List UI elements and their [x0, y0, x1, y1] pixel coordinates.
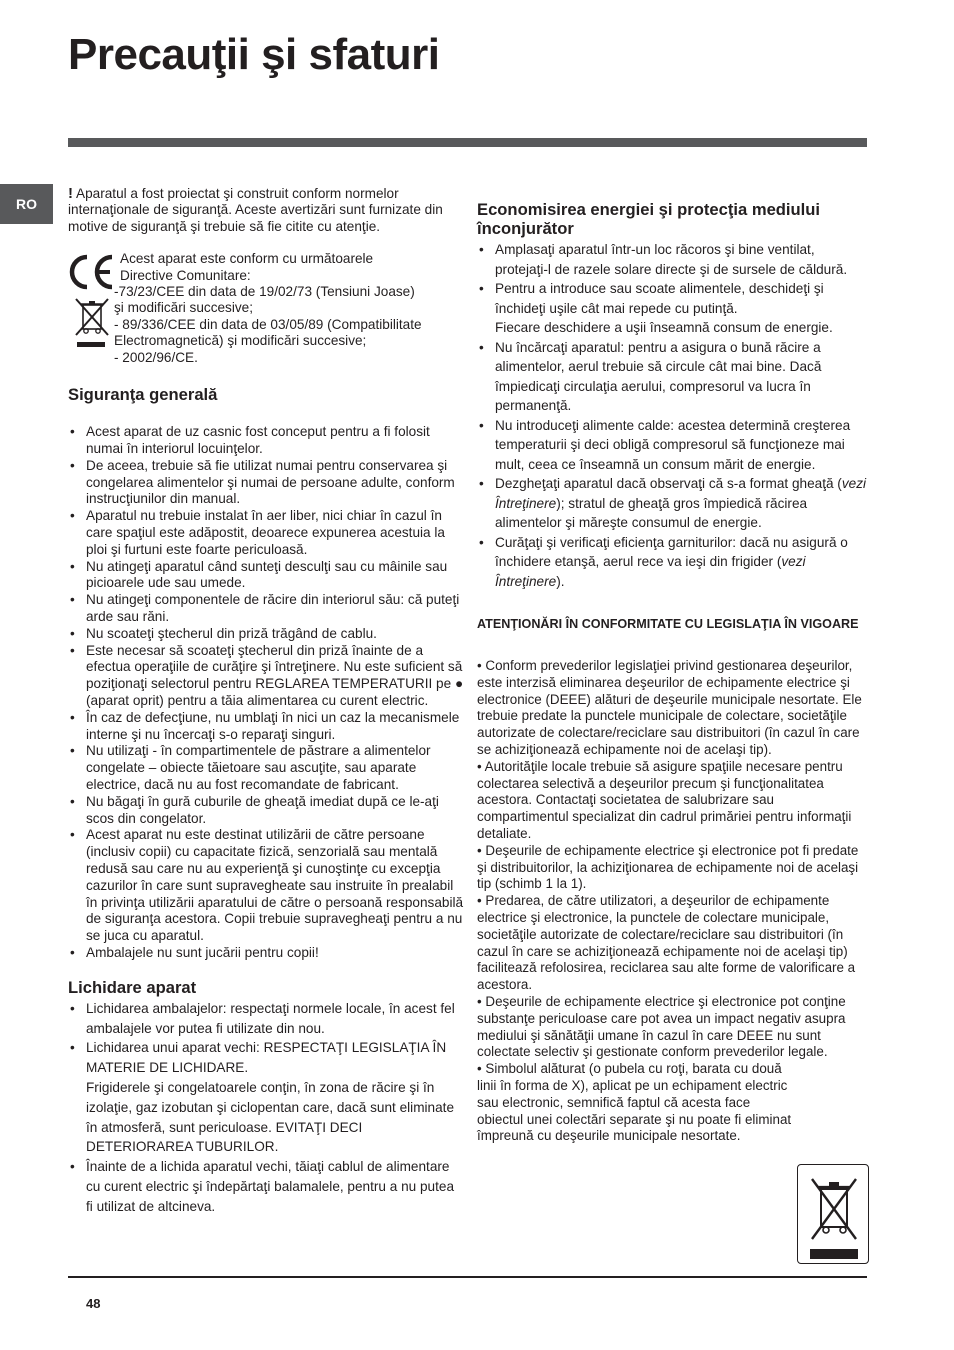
legislation-heading: ATENŢIONĂRI ÎN CONFORMITATE CU LEGISLAŢIA ÎN VIGOARE [477, 617, 859, 631]
list-item-text: • Lichidarea unui aparat vechi: RESPECTAŢI LEGISLAŢIA ÎN MATERIE DE LICHIDARE. [86, 1040, 447, 1076]
intro-paragraph [68, 186, 464, 235]
list-item-text: Este necesar să scoateţi ştecherul din priză înainte de a efectua operaţiile de curăţire şi întreţinere. Nu este suficient să poziţionaţi selectorul pentru REGLAREA TEMPERATURII pe [86, 642, 463, 692]
list-item-text: Fiecare deschidere a uşii înseamnă consum de energie. [495, 320, 833, 335]
list-item [477, 533, 869, 592]
cross-reference: vezi Întreţinere [495, 554, 806, 589]
list-item [68, 643, 464, 710]
ce-line: - 89/336/CEE din data de 03/05/89 (Compatibilitate [114, 316, 422, 332]
right-column [477, 200, 869, 1145]
bin-bar-icon [77, 342, 105, 347]
legislation-paragraph: • Autorităţile locale trebuie să asigure spaţiile necesare pentru colectarea selectivă a deşeurilor precum şi funcţionalitatea acestora. Contactaţi societatea de salubrizare sau compartimentul specializat din cadrul primăriei pentru informaţii detaliate. [477, 758, 852, 841]
section-heading-siguranta: Siguranţa generală [68, 385, 218, 405]
crossed-bin-icon [808, 1173, 860, 1245]
ce-mark-icon [68, 253, 116, 291]
legislation-paragraph: • Deşeurile de echipamente electrice şi electronice pot fi predate şi distribuitorilor, la achiziţionarea de echipamente noi de acelaşi tip (schimb 1 la 1). [477, 842, 859, 892]
warning-mark: ! [68, 185, 73, 202]
off-position-icon: ● [454, 676, 464, 692]
list-item-text: ); stratul de gheaţă gros împiedică răcirea alimentelor şi măreşte consumul de energie. [495, 495, 808, 530]
list-item: • Nu scoateţi ştecherul din priză trăgând de cablu. [68, 626, 464, 643]
legislation-paragraph: • Predarea, de către utilizatori, a deşeurilor de echipamente electrice şi electronice, la punctele de colectare municipale, societăţile autorizate de colectare/reciclare sau distribuitori (în cazul în care se achiziţionează echipamente noi de acelaşi tip) facilitează refolosirea, reciclarea sau alte forme de valorificare a acestora. [477, 893, 856, 993]
footer-rule [68, 1276, 867, 1278]
list-item: • Aparatul nu trebuie instalat în aer liber, nici chiar în cazul în care spaţiul este adăpostit, deoarece expunerea acestuia la ploi şi furtuni este foarte periculoasă. [68, 508, 464, 558]
ce-line: - 2002/96/CE. [114, 349, 198, 365]
section-heading-lichidare: Lichidare aparat [68, 977, 197, 997]
list-item: • Nu încărcaţi aparatul: pentru a asigura o bună răcire a alimentelor, aerul trebuie să circule cât mai bine. Dacă împiedicaţi circulaţia aerului, compresorul va lucra în permanenţă. [477, 338, 869, 416]
ce-line: Electromagnetică) şi modificări succesive; [114, 333, 367, 349]
ce-line: Directive Comunitare: [120, 267, 251, 283]
language-tab: RO [0, 184, 53, 224]
legislation-text [477, 658, 869, 1145]
list-item-text: Curăţaţi şi verificaţi eficienţa garniturilor: dacă nu asigură o închidere etanşă, aerul rece va ieşi din frigider ( [495, 534, 848, 569]
page-title: Precauţii şi sfaturi [68, 30, 440, 79]
page-number: 48 [86, 1296, 101, 1311]
cross-reference: vezi Întreţinere [495, 476, 867, 511]
list-item: • Nu atingeţi componentele de răcire din interiorul său: că puteţi arde sau răni. [68, 592, 464, 626]
list-item: • Amplasaţi aparatul într-un loc răcoros şi bine ventilat, protejaţi-l de razele solare directe şi de sursele de căldură. [477, 240, 869, 279]
list-item-text: (aparat oprit) pentru a tăia alimentarea cu curent electric. [86, 692, 429, 708]
list-item: • Nu introduceţi alimente calde: acestea determină creşterea temperaturii şi deci obligă compresorul să funcţioneze mai mult, ceea ce înseamnă un consum mărit de energie. [477, 416, 869, 475]
list-item [68, 1038, 464, 1157]
intro-text: Aparatul a fost proiectat şi construit conform normelor internaţionale de siguranţă. Aceste avertizări sunt furnizate din motive de siguranţă şi trebuie să fie citite cu atenţie. [68, 186, 443, 234]
list-item-text: Frigiderele şi congelatoarele conţin, în zona de răcire şi în izolaţie, gaz izobutan şi ciclopentan care, dacă sunt eliminate în atmosferă, sunt periculoase. EVITAŢI DECI DETERIORAREA TUBURILOR. [86, 1079, 455, 1155]
economisire-list [477, 240, 869, 591]
legislation-paragraph: • Simbolul alăturat (o pubela cu roţi, barata cu două linii în forma de X), aplicat pe un echipament electric sau electronic, semnifică faptul că acesta face obiectul unei colectări separate şi nu poate fi eliminat împreună cu deşeurile municipale nesortate. [477, 1061, 792, 1144]
list-item [477, 279, 869, 338]
list-item: • Nu utilizaţi - în compartimentele de păstrare a alimentelor congelate – obiecte tăietoare sau ascuţite, sau aparate electrice, dacă nu au fost recomandate de fabricant. [68, 743, 464, 793]
bin-bar-icon [810, 1249, 858, 1259]
weee-symbol [797, 1164, 869, 1264]
list-item-text: • Pentru a introduce sau scoate alimentele, deschideţi şi închideţi uşile cât mai repede cu putinţă. [495, 281, 824, 316]
left-column [68, 186, 464, 1216]
list-item: • Ambalajele nu sunt jucării pentru copii! [68, 945, 464, 962]
siguranta-list [68, 424, 464, 962]
list-item: • Înainte de a lichida aparatul vechi, tăiaţi cablul de alimentare cu curent electric şi îndepărtaţi balamalele, pentru a nu putea fi utilizat de altcineva. [68, 1157, 464, 1216]
section-heading-economisire: Economisirea energiei şi protecţia mediului înconjurător [477, 200, 821, 238]
legislation-paragraph: • Deşeurile de echipamente electrice şi electronice pot conţine substanţe periculoase care pot avea un impact negativ asupra mediului şi sănătăţii umane în cazul în care DEEE nu sunt colectate selectiv şi gestionate conform prevederilor legale. [477, 993, 846, 1060]
list-item: • Acest aparat nu este destinat utilizării de către persoane (inclusiv copii) cu capacitate fizică, senzorială sau mentală redusă sau care nu au experienţă şi cunoştinţe cu excepţia cazurilor în care sunt supravegheate sau instruite în prealabil în privinţa utilizării aparatului de către o persoană responsabilă de siguranţa acestora. Copii trebuie supravegheaţi pentru a nu se juca cu aparatul. [68, 827, 464, 945]
list-item: • Nu atingeţi aparatul când sunteţi desculţi sau cu mâinile sau picioarele ude sau umede. [68, 559, 464, 593]
list-item-text: Dezgheţaţi aparatul dacă observaţi că s-a format gheaţă ( [495, 476, 842, 491]
ce-text [114, 251, 466, 366]
ce-line: şi modificări succesive; [114, 300, 253, 316]
legislation-paragraph: • Conform prevederilor legislaţiei privind gestionarea deşeurilor, este interzisă eliminarea deşeurilor de echipamente electrice şi electronice (DEEE) alături de deşeurile municipale nesortate. Ele trebuie predate la punctele municipale de colectare, societăţile autorizate de colectare/reciclare sau distribuitori (în cazul în care se achiziţionează echipamente noi de acelaşi tip). [477, 658, 862, 757]
list-item: • De aceea, trebuie să fie utilizat numai pentru conservarea şi congelarea alimentelor şi numai de persoane adulte, conform instrucţiunilor din manual. [68, 458, 464, 508]
ce-line: -73/23/CEE din data de 19/02/73 (Tensiuni Joase) [114, 284, 415, 300]
list-item: • Acest aparat de uz casnic fost conceput pentru a fi folosit numai în interiorul locuinţelor. [68, 424, 464, 458]
list-item: • Lichidarea ambalajelor: respectaţi normele locale, în acest fel ambalajele vor putea fi utilizate din nou. [68, 999, 464, 1039]
header-rule [68, 138, 867, 147]
ce-line: Acest aparat este conform cu următoarele [120, 251, 374, 267]
lichidare-list [68, 999, 464, 1217]
crossed-bin-icon [72, 295, 112, 339]
list-item: • Nu băgaţi în gură cuburile de gheaţă imediat după ce le-aţi scos din congelator. [68, 794, 464, 828]
list-item-text: ). [556, 573, 565, 589]
list-item: • În caz de defecţiune, nu umblaţi în nici un caz la mecanismele interne şi nu încercaţi s-o reparaţi singuri. [68, 710, 464, 744]
list-item [477, 474, 869, 533]
ce-compliance-block [68, 251, 464, 373]
